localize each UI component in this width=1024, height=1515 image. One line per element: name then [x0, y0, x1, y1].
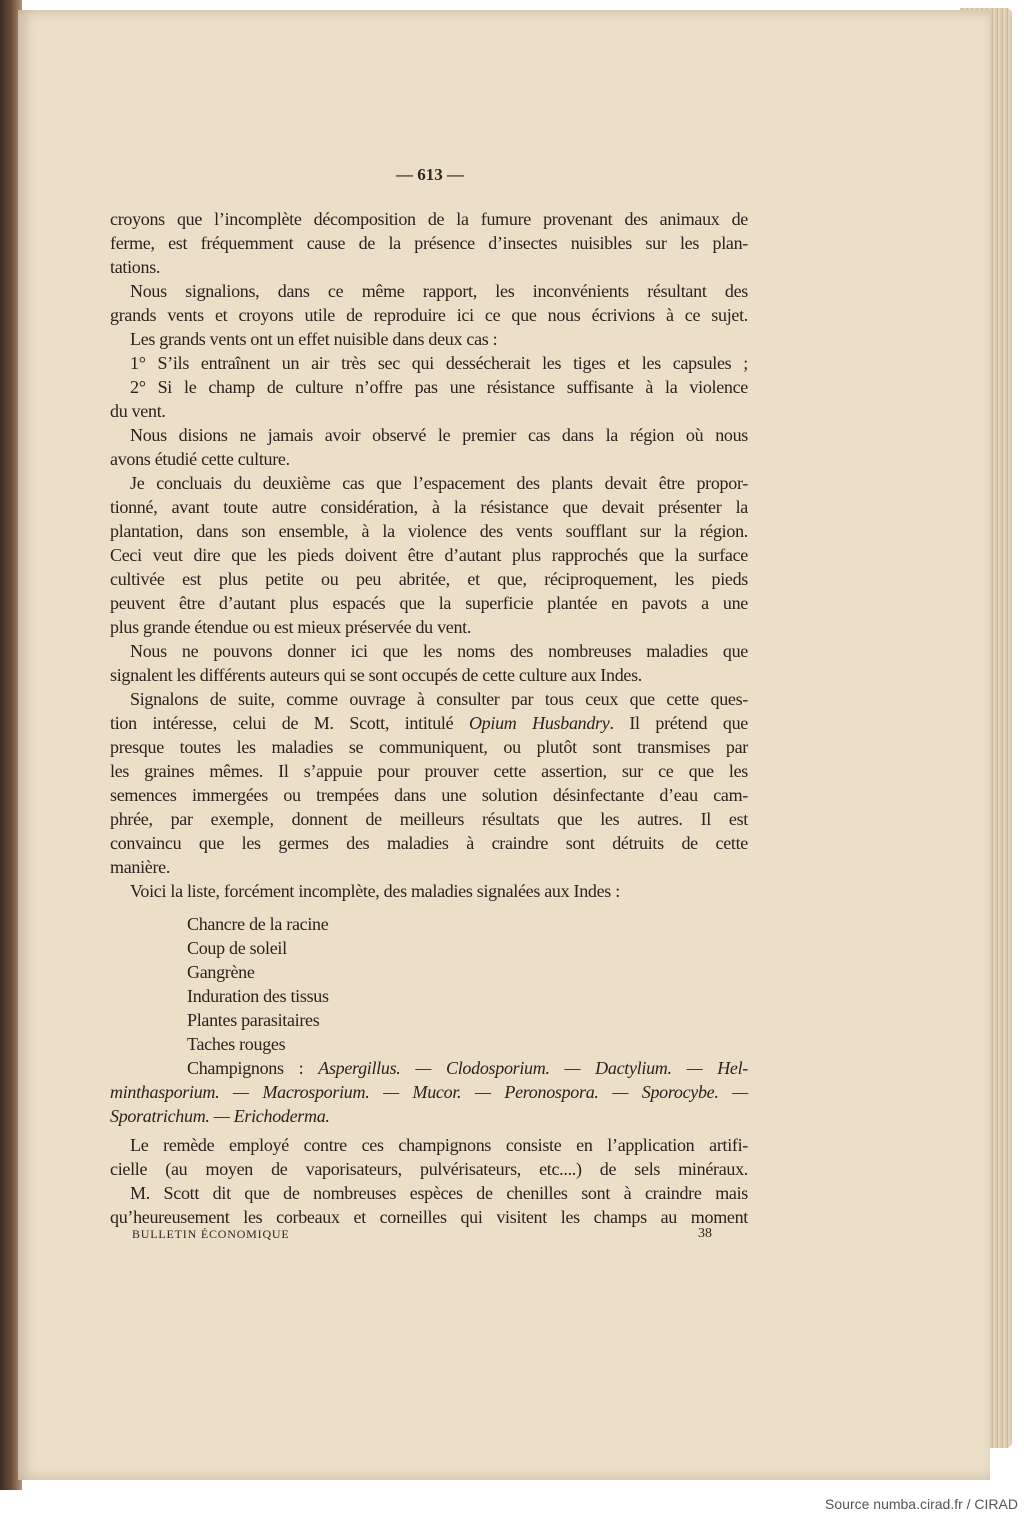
text-segment: 1° S’ils entraînent un air très sec qui dessécherait les tiges et les capsules ; [130, 353, 748, 373]
text-segment: Nous signalions, dans ce même rapport, les inconvénients résultant des [130, 281, 748, 301]
text-line [110, 759, 748, 783]
text-segment: Coup de soleil [187, 938, 287, 958]
text-line [110, 1157, 748, 1181]
text-segment: du vent. [110, 401, 166, 421]
text-line [110, 663, 748, 687]
page-footer [132, 1227, 712, 1242]
text-segment: manière. [110, 857, 171, 877]
text-segment: Je concluais du deuxième cas que l’espacement des plants devait être propor- [130, 473, 748, 493]
source-credit: Source numba.cirad.fr / CIRAD [825, 1496, 1018, 1512]
text-segment: Plantes parasitaires [187, 1010, 320, 1030]
text-segment: Nous ne pouvons donner ici que les noms des nombreuses maladies que [130, 641, 748, 661]
body-text [110, 207, 748, 1229]
text-line [110, 735, 748, 759]
text-line [110, 1133, 748, 1157]
text-segment: croyons que l’incomplète décomposition de la fumure provenant des animaux de [110, 209, 748, 229]
text-segment: tion intéresse, celui de M. Scott, intitulé [110, 713, 469, 733]
disease-list-item [110, 936, 748, 960]
text-segment: qu’heureusement les corbeaux et corneilles qui visitent les champs au moment [110, 1207, 748, 1227]
text-line [110, 591, 748, 615]
text-segment: convaincu que les germes des maladies à craindre sont détruits de cette [110, 833, 748, 853]
text-segment: Nous disions ne jamais avoir observé le premier cas dans la région où nous [130, 425, 748, 445]
italic-text: Aspergillus. — Clodosporium. — Dactylium. — Hel- [318, 1058, 748, 1078]
text-segment: semences immergées ou trempées dans une solution désinfectante d’eau cam- [110, 785, 748, 805]
text-line [110, 1056, 748, 1080]
text-line [110, 1181, 748, 1205]
text-segment: Signalons de suite, comme ouvrage à consulter par tous ceux que cette ques- [130, 689, 748, 709]
text-line [110, 351, 748, 375]
text-line [110, 639, 748, 663]
text-segment: tionné, avant toute autre considération, à la résistance que devait présenter la [110, 497, 748, 517]
text-line [110, 207, 748, 231]
text-segment: Voici la liste, forcément incomplète, des maladies signalées aux Indes : [130, 881, 620, 901]
page-number: — 613 — [396, 165, 464, 184]
text-segment: les graines mêmes. Il s’appuie pour prouver cette assertion, sur ce que les [110, 761, 748, 781]
text-line [110, 231, 748, 255]
disease-list-item [110, 1008, 748, 1032]
disease-list-item [110, 960, 748, 984]
disease-list-item [110, 912, 748, 936]
text-line [110, 255, 748, 279]
text-segment: 2° Si le champ de culture n’offre pas une résistance suffisante à la violence [130, 377, 748, 397]
text-segment: Champignons : [187, 1058, 319, 1078]
text-segment: Chancre de la racine [187, 914, 329, 934]
text-line [110, 807, 748, 831]
text-line [110, 303, 748, 327]
text-line [110, 375, 748, 399]
text-segment: peuvent être d’autant plus espacés que la superficie plantée en pavots a une [110, 593, 748, 613]
text-segment: tations. [110, 257, 161, 277]
text-line [110, 327, 748, 351]
text-segment: Gangrène [187, 962, 255, 982]
text-line [110, 1104, 748, 1128]
footer-signature-number: 38 [698, 1226, 712, 1241]
text-segment: grands vents et croyons utile de reproduire ici ce que nous écrivions à ce sujet. [110, 305, 748, 325]
text-segment: Taches rouges [187, 1034, 286, 1054]
text-segment: cultivée est plus petite ou peu abritée, et que, réciproquement, les pieds [110, 569, 748, 589]
footer-journal-title: BULLETIN ÉCONOMIQUE [132, 1227, 290, 1241]
text-segment: phrée, par exemple, donnent de meilleurs résultats que les autres. Il est [110, 809, 748, 829]
text-segment: Induration des tissus [187, 986, 329, 1006]
text-segment: Les grands vents ont un effet nuisible dans deux cas : [130, 329, 498, 349]
text-segment: plantation, dans son ensemble, à la violence des vents soufflant sur la région. [110, 521, 748, 541]
text-line [110, 471, 748, 495]
disease-list-item [110, 1032, 748, 1056]
text-line [110, 1205, 748, 1229]
text-line [110, 687, 748, 711]
text-segment: signalent les différents auteurs qui se sont occupés de cette culture aux Indes. [110, 665, 642, 685]
text-line [110, 279, 748, 303]
italic-text: minthasporium. — Macrosporium. — Mucor. — Peronospora. — Sporocybe. — [110, 1082, 748, 1102]
text-line [110, 495, 748, 519]
text-line [110, 855, 748, 879]
disease-list-item [110, 984, 748, 1008]
text-segment: ferme, est fréquemment cause de la présence d’insectes nuisibles sur les plan- [110, 233, 748, 253]
text-segment: Ceci veut dire que les pieds doivent être d’autant plus rapprochés que la surface [110, 545, 748, 565]
text-line [110, 519, 748, 543]
text-line [110, 543, 748, 567]
text-line [110, 783, 748, 807]
text-line [110, 423, 748, 447]
text-line [110, 711, 748, 735]
text-segment: . Il prétend que [609, 713, 748, 733]
italic-text: Opium Husbandry [468, 713, 610, 733]
text-segment: plus grande étendue ou est mieux préservée du vent. [110, 617, 472, 637]
text-line [110, 567, 748, 591]
text-segment: M. Scott dit que de nombreuses espèces de chenilles sont à craindre mais [130, 1183, 748, 1203]
text-line [110, 447, 748, 471]
text-segment: cielle (au moyen de vaporisateurs, pulvérisateurs, etc....) de sels minéraux. [110, 1159, 748, 1179]
text-line [110, 399, 748, 423]
italic-text: Sporatrichum. — Erichoderma. [110, 1106, 330, 1126]
text-line [110, 879, 748, 903]
text-segment: Le remède employé contre ces champignons consiste en l’application artifi- [130, 1135, 748, 1155]
text-line [110, 615, 748, 639]
text-segment: avons étudié cette culture. [110, 449, 290, 469]
text-line [110, 831, 748, 855]
text-line [110, 1080, 748, 1104]
text-segment: presque toutes les maladies se communiquent, ou plutôt sont transmises par [110, 737, 748, 757]
